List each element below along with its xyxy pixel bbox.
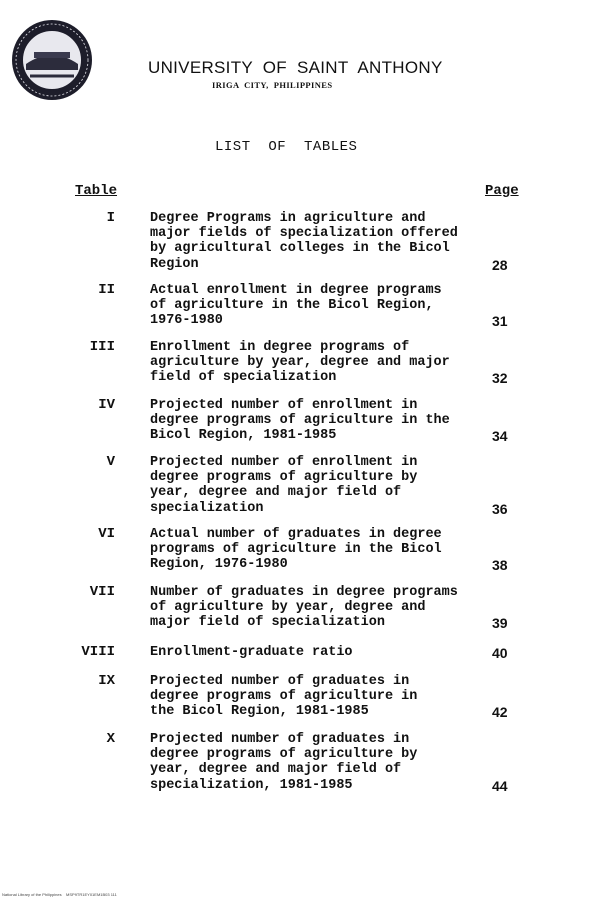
table-description: Degree Programs in agriculture and major fields of specialization offered by agricultural colleges in the Bicol Region — [150, 211, 458, 272]
table-number: II — [98, 282, 115, 298]
column-header-table: Table — [75, 183, 118, 199]
page-number: 32 — [492, 370, 508, 386]
table-description: Enrollment in degree programs of agriculture by year, degree and major field of specialization — [150, 340, 450, 386]
table-number: VII — [89, 584, 115, 600]
table-number: I — [106, 210, 115, 226]
table-number: IX — [98, 673, 115, 689]
table-number: VIII — [81, 644, 115, 660]
page-number: 36 — [492, 501, 508, 517]
page-number: 38 — [492, 557, 508, 573]
page-number: 44 — [492, 778, 508, 794]
page-number: 40 — [492, 645, 508, 661]
page-title: LIST OF TABLES — [215, 139, 358, 155]
table-number: VI — [98, 526, 115, 542]
column-header-page: Page — [485, 183, 519, 199]
table-description: Number of graduates in degree programs of agriculture by year, degree and major field of specialization — [150, 585, 458, 631]
university-city: IRIGA CITY, PHILIPPINES — [212, 80, 333, 90]
scan-footer: National Library of the Philippines MSP9TR1EY01EM1B03 111 — [2, 892, 117, 897]
table-description: Projected number of enrollment in degree programs of agriculture by year, degree and major field of specialization — [150, 455, 418, 516]
table-description: Actual number of graduates in degree programs of agriculture in the Bicol Region, 1976-1980 — [150, 527, 442, 573]
page-number: 28 — [492, 257, 508, 273]
page-number: 39 — [492, 615, 508, 631]
university-seal-icon — [10, 18, 94, 102]
page-number: 31 — [492, 313, 508, 329]
table-description: Enrollment-graduate ratio — [150, 645, 353, 660]
table-number: IV — [98, 397, 115, 413]
page-number: 42 — [492, 704, 508, 720]
table-description: Projected number of graduates in degree programs of agriculture by year, degree and major field of specialization, 1981-1985 — [150, 732, 418, 793]
table-description: Actual enrollment in degree programs of agriculture in the Bicol Region, 1976-1980 — [150, 283, 442, 329]
table-description: Projected number of graduates in degree programs of agriculture in the Bicol Region, 1981-1985 — [150, 674, 418, 720]
table-description: Projected number of enrollment in degree programs of agriculture in the Bicol Region, 1981-1985 — [150, 398, 450, 444]
table-number: V — [106, 454, 115, 470]
page-number: 34 — [492, 428, 508, 444]
table-number: X — [106, 731, 115, 747]
university-name: UNIVERSITY OF SAINT ANTHONY — [148, 58, 443, 77]
table-number: III — [89, 339, 115, 355]
